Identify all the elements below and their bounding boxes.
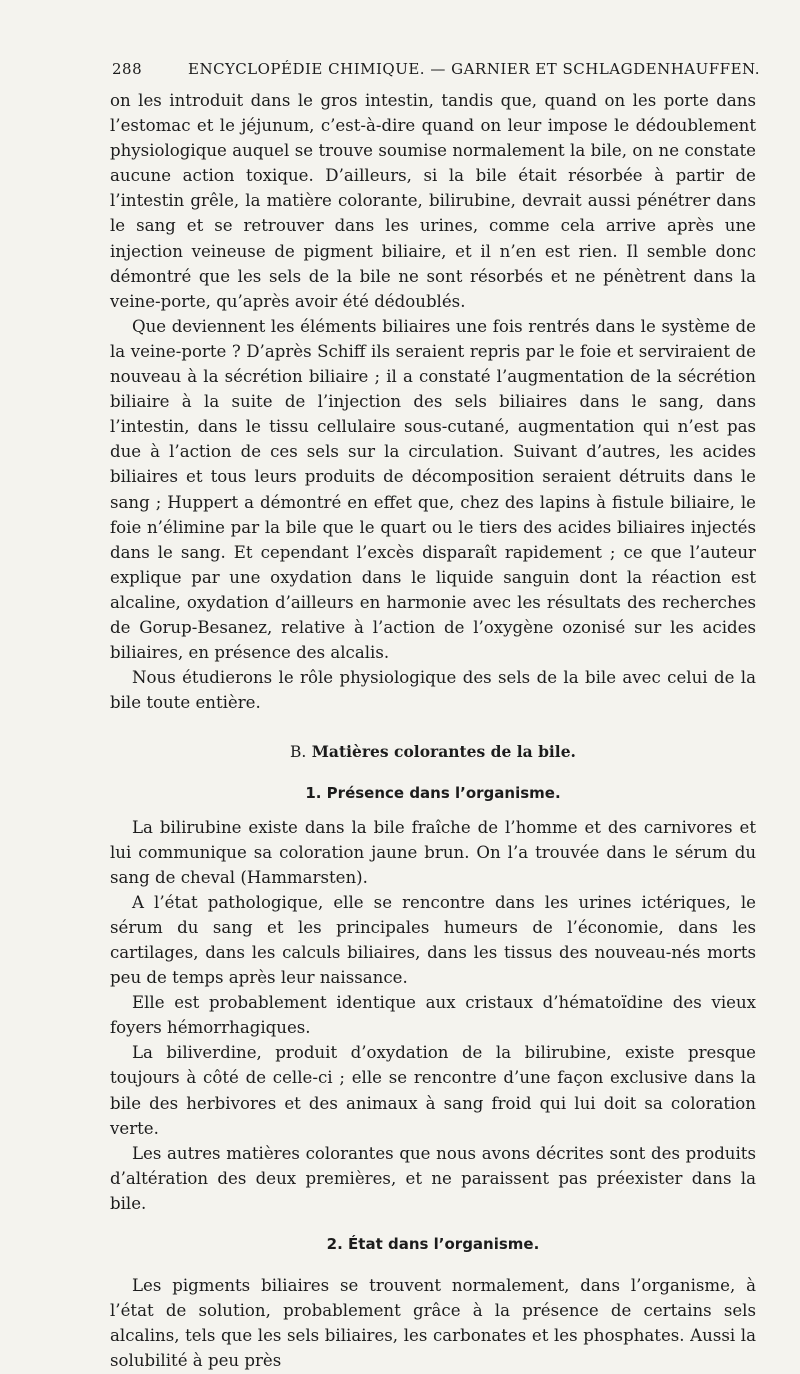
paragraph: Nous étudierons le rôle physiologique des sels de la bile avec celui de la bile toute entière.: [110, 668, 756, 713]
paragraph: La biliverdine, produit d’oxydation de la bilirubine, existe presque toujours à côté de celle-ci ; elle se rencontre d’une façon exclusive dans la bile des herbivores et des animaux à sang froid qui lui doit sa coloration verte.: [110, 1043, 756, 1138]
section-heading: [110, 739, 756, 765]
paragraph: Les pigments biliaires se trouvent normalement, dans l’organisme, à l’état de solution, probablement grâce à la présence de certains sels alcalins, tels que les sels biliaires, les carbonates et les phosphates. Aussi la solubilité à peu près: [110, 1276, 756, 1371]
section-title: Matières colorantes de la bile.: [311, 742, 576, 762]
paragraph: Elle est probablement identique aux cristaux d’hématoïdine des vieux foyers hémorrhagiques.: [110, 993, 756, 1038]
section-letter: B.: [290, 743, 307, 762]
page-body: [110, 88, 756, 1374]
paragraph: Les autres matières colorantes que nous avons décrites sont des produits d’altération des deux premières, et ne paraissent pas préexister dans la bile.: [110, 1143, 756, 1213]
subsection-heading: 2. État dans l’organisme.: [326, 1235, 540, 1254]
subsection-heading: 1. Présence dans l’organisme.: [305, 784, 561, 803]
running-title: ENCYCLOPÉDIE CHIMIQUE. — GARNIER ET SCHLAGDENHAUFFEN.: [188, 60, 760, 78]
paragraph: Que deviennent les éléments biliaires une fois rentrés dans le système de la veine-porte ? D’après Schiff ils seraient repris par le foie et serviraient de nouveau à la sécrétion biliaire ; il a constaté l’augmentation de la sécrétion biliaire à la suite de l’injection des sels biliaires dans le sang, dans l’intestin, dans le tissu cellulaire sous-cutané, augmentation qui n’est pas due à l’action de ces sels sur la circulation. Suivant d’autres, les acides biliaires et tous leurs produits de décomposition seraient détruits dans le sang ; Huppert a démontré en effet que, chez des lapins à fistule biliaire, le foie n’élimine par la bile que le quart ou le tiers des acides biliaires injectés dans le sang. Et cependant l’excès disparaît rapidement ; ce que l’auteur explique par une oxydation dans le liquide sanguin dont la réaction est alcaline, oxydation d’ailleurs en harmonie avec les résultats des recherches de Gorup-Besanez, relative à l’action de l’oxygène ozonisé sur les acides biliaires, en présence des alcalis.: [110, 316, 756, 663]
paragraph: on les introduit dans le gros intestin, tandis que, quand on les porte dans l’estomac et le jéjunum, c’est-à-dire quand on leur impose le dédoublement physiologique auquel se trouve soumise normalement la bile, on ne constate aucune action toxique. D’ailleurs, si la bile était résorbée à partir de l’intestin grêle, la matière colorante, bilirubine, devrait aussi pénétrer dans le sang et se retrouver dans les urines, comme cela arrive après une injection veineuse de pigment biliaire, et il n’en est rien. Il semble donc démontré que les sels de la bile ne sont résorbés et ne pénètrent dans la veine-porte, qu’après avoir été dédoublés.: [110, 91, 756, 311]
page-number: 288: [112, 60, 143, 78]
paragraph: A l’état pathologique, elle se rencontre dans les urines ictériques, le sérum du sang et les principales humeurs de l’économie, dans les cartilages, dans les calculs biliaires, dans les tissus des nouveau-nés morts peu de temps après leur naissance.: [110, 892, 756, 988]
paragraph: La bilirubine existe dans la bile fraîche de l’homme et des carnivores et lui communique sa coloration jaune brun. On l’a trouvée dans le sérum du sang de cheval (Hammarsten).: [110, 817, 756, 887]
